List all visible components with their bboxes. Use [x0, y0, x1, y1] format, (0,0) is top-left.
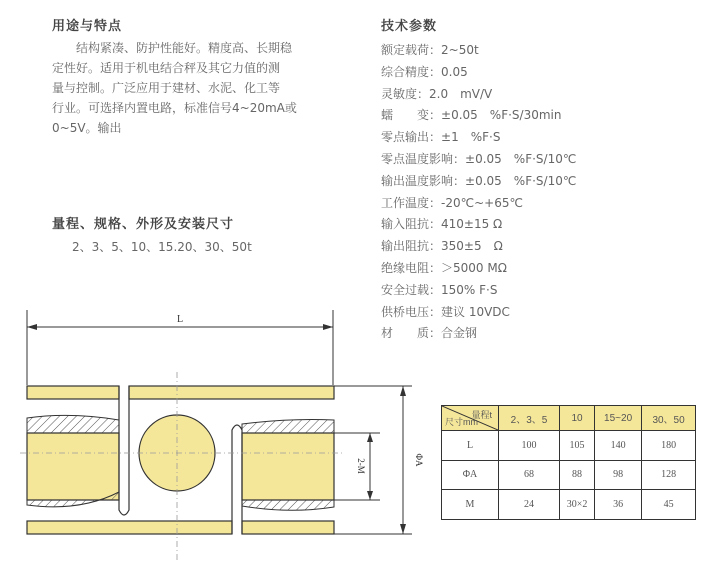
- table-row: [442, 431, 696, 461]
- spec-label: 额定载荷：: [381, 43, 442, 57]
- spec-label: 材 质：: [381, 326, 442, 341]
- spec-label: 零点温度影响：: [381, 151, 466, 166]
- table-cell: 88: [560, 460, 595, 490]
- diameter-label: ΦA: [414, 453, 424, 467]
- table-row: [442, 490, 696, 520]
- uses-line: 定性好。适用于机电结合秤及其它力值的测: [52, 61, 281, 75]
- table-cell: 100: [499, 431, 560, 461]
- table-column-header: 30、50: [642, 406, 696, 431]
- height-label: 2-M: [356, 458, 366, 474]
- spec-value: 2~50t: [441, 43, 479, 57]
- spec-value: ＞5000 MΩ: [441, 260, 507, 275]
- spec-value: ±0.05 %F·S/30min: [441, 108, 562, 123]
- length-label: L: [176, 314, 184, 325]
- spec-label: 输出温度影响：: [381, 173, 466, 188]
- table-row-label: M: [442, 490, 499, 520]
- spec-label: 综合精度：: [381, 64, 442, 79]
- spec-value: -20℃~+65℃: [441, 195, 523, 210]
- table-cell: 24: [499, 490, 560, 520]
- table-cell: 45: [642, 490, 696, 520]
- diameter-dimension: [334, 386, 412, 534]
- uses-line: 量与控制。广泛应用于建材、水泥、化工等: [52, 81, 281, 95]
- spec-label: 零点输出：: [381, 130, 442, 145]
- spec-value: 合金钢: [441, 326, 478, 341]
- table-cell: 68: [499, 460, 560, 490]
- table-cell: 105: [560, 431, 595, 461]
- spec-label: 绝缘电阻：: [381, 260, 442, 275]
- spec-value: ±0.05 %F·S/10℃: [465, 151, 577, 166]
- spec-label: 蠕 变：: [381, 108, 442, 123]
- table-cell: 30×2: [560, 490, 595, 520]
- spec-label: 供桥电压：: [381, 304, 442, 319]
- uses-line: 结构紧凑、防护性能好。精度高、长期稳: [76, 41, 293, 55]
- load-cell-body: [27, 386, 334, 534]
- spec-label: 输入阻抗：: [381, 217, 442, 232]
- spec-label: 输出阻抗：: [381, 239, 442, 254]
- table-header-row: [442, 406, 696, 431]
- table-cell: 180: [642, 431, 696, 461]
- uses-heading: 用途与特点: [52, 19, 123, 34]
- spec-value: 410±15 Ω: [441, 217, 503, 232]
- table-row-label: L: [442, 431, 499, 461]
- spec-value: 2.0 mV/V: [429, 86, 493, 101]
- uses-line: 0~5V。输出: [52, 121, 122, 135]
- spec-value: ±1 %F·S: [441, 130, 501, 145]
- spec-value: ±0.05 %F·S/10℃: [465, 173, 577, 188]
- table-cell: 36: [595, 490, 642, 520]
- table-corner-cell: [442, 406, 499, 431]
- table-row-label: ΦA: [442, 460, 499, 490]
- dimension-table: [441, 405, 696, 520]
- table-column-header: 15~20: [595, 406, 642, 431]
- table-cell: 140: [595, 431, 642, 461]
- spec-label: 工作温度：: [381, 195, 442, 210]
- spec-label: 安全过载：: [381, 282, 442, 297]
- specs-heading: 技术参数: [381, 19, 438, 34]
- table-column-header: 2、3、5: [499, 406, 560, 431]
- table-corner-bottom: 尺寸mm: [445, 417, 478, 427]
- ranges-values: 2、3、5、10、15.20、30、50t: [72, 240, 252, 254]
- table-cell: 128: [642, 460, 696, 490]
- spec-value: 350±5 Ω: [441, 239, 503, 254]
- table-cell: 98: [595, 460, 642, 490]
- table-column-header: 10: [560, 406, 595, 431]
- spec-label: 灵敏度：: [381, 86, 430, 101]
- spec-value: 150% F·S: [441, 282, 498, 297]
- ranges-heading: 量程、规格、外形及安装尺寸: [52, 217, 235, 232]
- table-row: [442, 460, 696, 490]
- uses-line: 行业。可选择内置电路，标准信号4~20mA或: [52, 101, 297, 115]
- table-corner-top: 量程t: [471, 410, 492, 420]
- spec-value: 0.05: [441, 64, 468, 79]
- spec-value: 建议 10VDC: [441, 304, 510, 319]
